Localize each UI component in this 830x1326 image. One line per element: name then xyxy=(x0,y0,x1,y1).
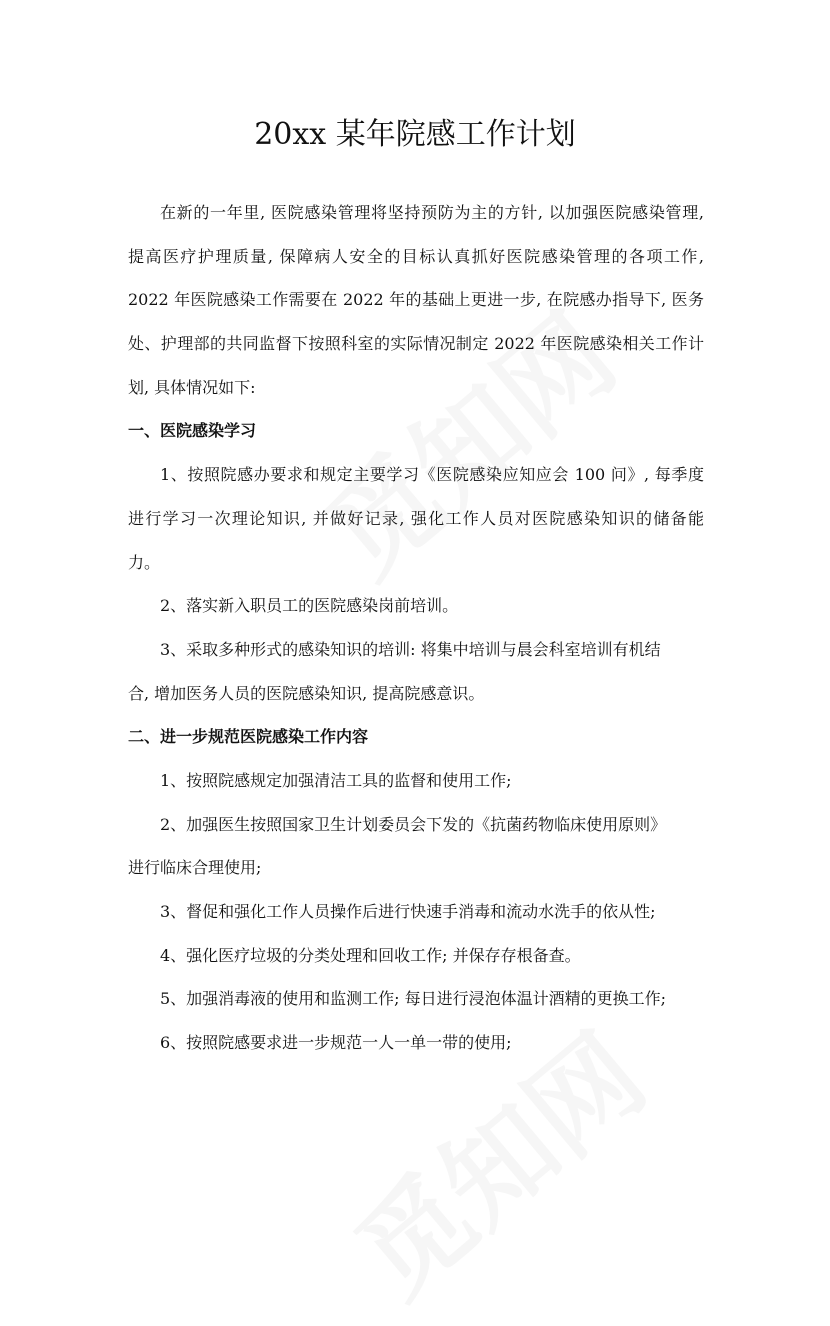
text-line: 力。 xyxy=(128,552,161,572)
text-line: 6、按照院感要求进一步规范一人一单一带的使用; xyxy=(160,1033,512,1053)
text-line: 2022 年医院感染工作需要在 2022 年的基础上更进一步, 在院感办指导下, 医务 xyxy=(128,290,704,310)
text-line: 1、按照院感规定加强清洁工具的监督和使用工作; xyxy=(160,770,512,790)
text-line: 处、护理部的共同监督下按照科室的实际情况制定 2022 年医院感染相关工作计 xyxy=(128,334,704,354)
text-line: 合, 增加医务人员的医院感染知识, 提高院感意识。 xyxy=(128,683,485,703)
section-heading: 一、医院感染学习 xyxy=(128,421,257,441)
text-line: 3、采取多种形式的感染知识的培训: 将集中培训与晨会科室培训有机结 xyxy=(160,639,661,659)
text-line: 5、加强消毒液的使用和监测工作; 每日进行浸泡体温计酒精的更换工作; xyxy=(160,989,667,1009)
text-line: 2、加强医生按照国家卫生计划委员会下发的《抗菌药物临床使用原则》 xyxy=(160,814,667,834)
text-line: 进行学习一次理论知识, 并做好记录, 强化工作人员对医院感染知识的储备能 xyxy=(128,508,704,528)
section-heading: 二、进一步规范医院感染工作内容 xyxy=(128,727,369,747)
document-title: 20xx 某年院感工作计划 xyxy=(254,117,576,152)
text-line: 提高医疗护理质量, 保障病人安全的目标认真抓好医院感染管理的各项工作, xyxy=(128,246,704,266)
text-line: 在新的一年里, 医院感染管理将坚持预防为主的方针, 以加强医院感染管理, xyxy=(160,203,704,222)
text-line: 1、按照院感办要求和规定主要学习《医院感染应知应会 100 问》, 每季度 xyxy=(160,465,704,485)
text-line: 2、落实新入职员工的医院感染岗前培训。 xyxy=(160,596,459,616)
text-line: 进行临床合理使用; xyxy=(128,858,262,878)
text-line: 4、强化医疗垃圾的分类处理和回收工作; 并保存存根备查。 xyxy=(160,945,581,965)
text-line: 3、督促和强化工作人员操作后进行快速手消毒和流动水洗手的依从性; xyxy=(160,902,656,921)
text-line: 划, 具体情况如下: xyxy=(128,377,256,397)
document-body xyxy=(128,191,704,1065)
